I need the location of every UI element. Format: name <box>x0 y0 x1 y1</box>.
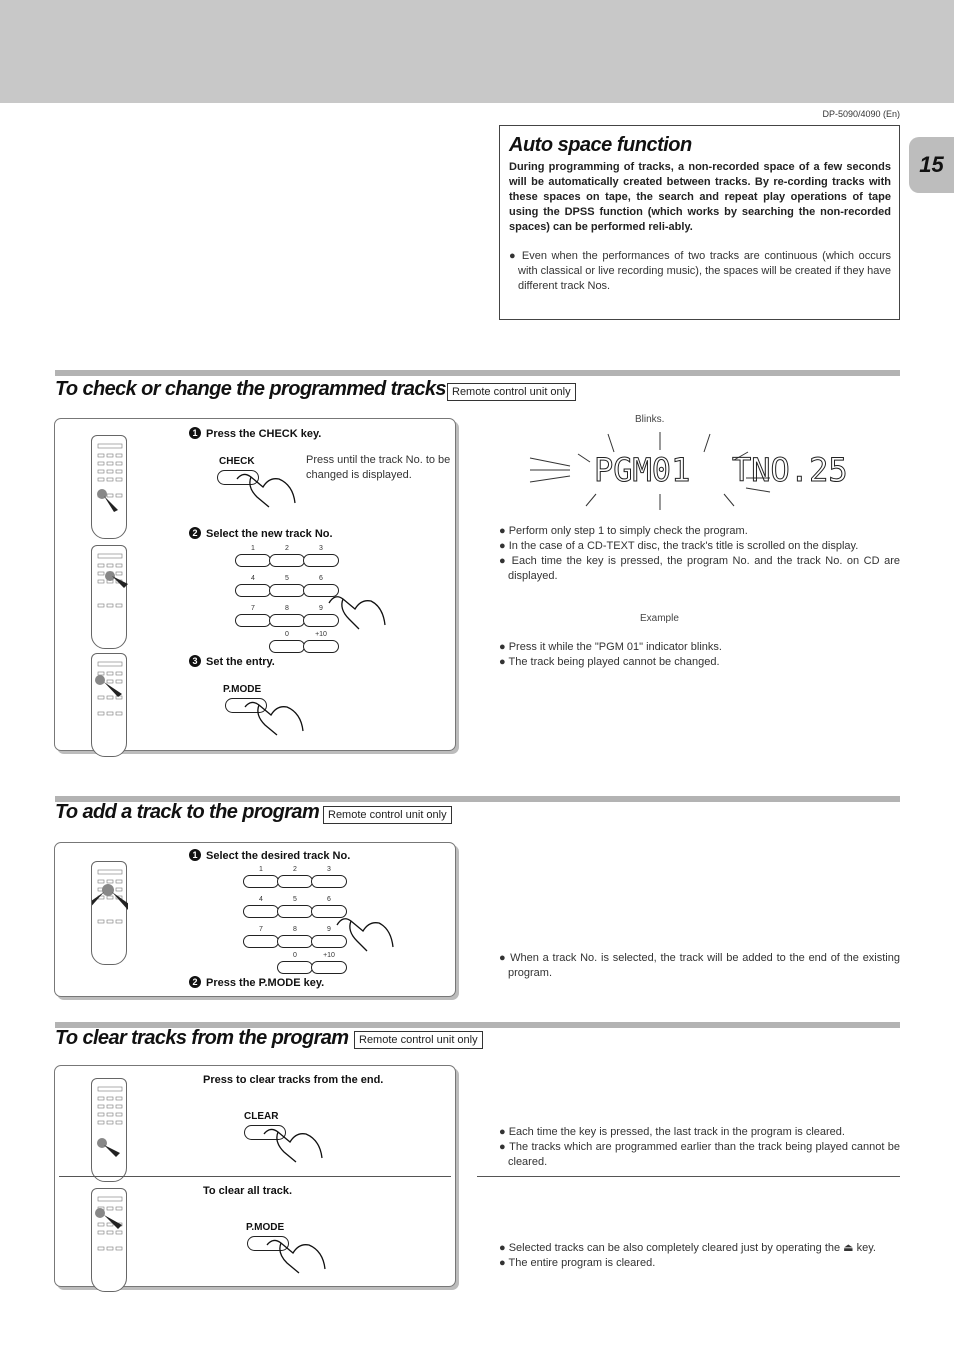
digit-label: 9 <box>319 605 323 612</box>
digit-label: 4 <box>259 896 263 903</box>
digit-label: +10 <box>315 631 327 638</box>
remote-buttons-icon <box>92 1079 128 1183</box>
finger-press-icon <box>241 685 307 737</box>
digit-label: 2 <box>293 866 297 873</box>
key-3-button[interactable] <box>311 875 347 888</box>
list-item: ● Perform only step 1 to simply check the program. <box>499 525 748 537</box>
key-8-button[interactable] <box>269 614 305 627</box>
key-5-button[interactable] <box>277 905 313 918</box>
display-pgm-text: PGM01 <box>594 451 691 489</box>
key-4-button[interactable] <box>243 905 279 918</box>
key-1-button[interactable] <box>243 875 279 888</box>
finger-press-icon <box>233 457 299 509</box>
pmode-key-label: P.MODE <box>246 1222 285 1233</box>
remote-buttons-icon <box>92 436 128 540</box>
key-3-button[interactable] <box>303 554 339 567</box>
key-0-button[interactable] <box>277 961 313 974</box>
list-item: ● The tracks which are programmed earlier than the track being played cannot be cleared. <box>499 1141 900 1168</box>
digit-label: 9 <box>327 926 331 933</box>
check-section-tag: Remote control unit only <box>447 383 576 401</box>
list-item: ● When a track No. is selected, the track will be added to the end of the existing program. <box>499 952 900 979</box>
clear-key-label: CLEAR <box>244 1111 279 1122</box>
list-item-text: In the case of a CD-TEXT disc, the track's title is scrolled on the display. <box>508 540 859 552</box>
check-bullets-1 <box>499 524 900 584</box>
auto-space-note: ● Even when the performances of two tracks are continuous (which occurs with classical or live recording music), the spaces will be created if they have different track Nos. <box>509 250 891 292</box>
clear-divider <box>59 1176 451 1177</box>
digit-label: 6 <box>327 896 331 903</box>
finger-press-icon <box>260 1112 326 1164</box>
list-item-text: When a track No. is selected, the track will be added to the end of the existing program. <box>508 952 900 979</box>
key-7-button[interactable] <box>235 614 271 627</box>
header-band <box>0 0 954 103</box>
list-item-text: Perform only step 1 to simply check the program. <box>508 525 748 537</box>
check-step-2-text: Select the new track No. <box>206 528 333 540</box>
model-label: DP-5090/4090 (En) <box>822 109 900 119</box>
check-section-rule <box>55 370 900 376</box>
remote-control-icon <box>91 861 127 965</box>
pmode-key-label: P.MODE <box>223 684 262 695</box>
clear-head-1: Press to clear tracks from the end. <box>203 1074 384 1086</box>
list-item-text: Each time the key is pressed, the program No. and the track No. on CD are displayed. <box>508 555 900 582</box>
list-item: ● The track being played cannot be changed. <box>499 656 720 668</box>
digit-label: 3 <box>319 545 323 552</box>
digit-label: 0 <box>293 952 297 959</box>
digit-label: 1 <box>251 545 255 552</box>
digit-label: 7 <box>259 926 263 933</box>
remote-control-icon <box>91 1188 127 1292</box>
key-8-button[interactable] <box>277 935 313 948</box>
add-step-2-text: Press the P.MODE key. <box>206 977 325 989</box>
add-steps-panel <box>54 842 456 997</box>
remote-control-icon <box>91 545 127 649</box>
finger-press-icon <box>263 1223 329 1275</box>
check-step-1-text: Press the CHECK key. <box>206 428 322 440</box>
step-number-badge: 1 <box>189 849 201 861</box>
list-item: ● Each time the key is pressed, the program No. and the track No. on CD are displayed. <box>499 555 900 582</box>
list-item-text: Each time the key is pressed, the last track in the program is cleared. <box>508 1126 845 1138</box>
check-step-1 <box>189 427 321 440</box>
auto-space-title: Auto space function <box>509 134 692 156</box>
display-blinks-label: Blinks. <box>635 414 665 425</box>
list-item: ● Press it while the "PGM 01" indicator blinks. <box>499 641 722 653</box>
step-number-badge: 2 <box>189 527 201 539</box>
digit-label: 1 <box>259 866 263 873</box>
step-number-badge: 1 <box>189 427 201 439</box>
add-bullets <box>499 951 900 981</box>
list-item: ● Selected tracks can be also completely cleared just by operating the ⏏ key. <box>499 1242 876 1254</box>
key-plus10-button[interactable] <box>311 961 347 974</box>
page-number-tab: 15 <box>909 137 954 193</box>
list-item-text: The tracks which are programmed earlier than the track being played cannot be cleared. <box>508 1141 900 1168</box>
remote-control-icon <box>91 653 127 757</box>
key-plus10-button[interactable] <box>303 640 339 653</box>
check-step-1-note: Press until the track No. to be changed is displayed. <box>306 454 451 481</box>
auto-space-box <box>499 125 900 320</box>
clear-section-tag: Remote control unit only <box>354 1031 483 1049</box>
finger-press-icon <box>327 579 387 631</box>
list-item-text: The track being played cannot be changed. <box>508 656 720 668</box>
list-item-text: Press it while the "PGM 01" indicator blinks. <box>508 641 722 653</box>
digit-label: 8 <box>285 605 289 612</box>
finger-press-icon <box>335 901 395 953</box>
check-step-2 <box>189 527 333 540</box>
auto-space-note-text: Even when the performances of two tracks are continuous (which occurs with classical or live recording music), the spaces will be created if they have different track Nos. <box>518 250 891 292</box>
clear-right-divider <box>477 1176 900 1177</box>
check-steps-panel <box>54 418 456 751</box>
remote-buttons-icon <box>92 546 128 650</box>
clear-steps-panel <box>54 1065 456 1287</box>
clear-bullets-2 <box>499 1241 900 1271</box>
remote-control-icon <box>91 1078 127 1182</box>
check-key-label: CHECK <box>219 456 255 467</box>
remote-control-icon <box>91 435 127 539</box>
digit-label: 5 <box>293 896 297 903</box>
digit-label: 0 <box>285 631 289 638</box>
add-section-title: To add a track to the program <box>55 801 320 823</box>
key-2-button[interactable] <box>277 875 313 888</box>
key-1-button[interactable] <box>235 554 271 567</box>
add-section-tag: Remote control unit only <box>323 806 452 824</box>
add-step-1-text: Select the desired track No. <box>206 850 351 862</box>
digit-label: 6 <box>319 575 323 582</box>
check-step-3 <box>189 655 275 668</box>
step-number-badge: 3 <box>189 655 201 667</box>
digit-label: 4 <box>251 575 255 582</box>
key-7-button[interactable] <box>243 935 279 948</box>
key-0-button[interactable] <box>269 640 305 653</box>
digit-label: +10 <box>323 952 335 959</box>
add-step-1 <box>189 849 350 862</box>
digit-label: 5 <box>285 575 289 582</box>
key-4-button[interactable] <box>235 584 271 597</box>
check-bullets-2 <box>499 640 900 670</box>
digit-label: 8 <box>293 926 297 933</box>
key-5-button[interactable] <box>269 584 305 597</box>
auto-space-body: During programming of tracks, a non-recorded space of a few seconds will be automatically created between tracks. By re-cording tracks with these spaces on tape, the search and repeat play operations of tape using the DPSS function (which works by searching the non-recorded spaces) can be performed reli-ably. <box>509 161 891 233</box>
key-2-button[interactable] <box>269 554 305 567</box>
step-number-badge: 2 <box>189 976 201 988</box>
clear-head-2: To clear all track. <box>203 1185 293 1197</box>
digit-label: 2 <box>285 545 289 552</box>
list-item: ● Each time the key is pressed, the last track in the program is cleared. <box>499 1126 845 1138</box>
clear-section-title: To clear tracks from the program <box>55 1027 349 1049</box>
example-label: Example <box>640 613 679 624</box>
check-section-title: To check or change the programmed tracks <box>55 378 446 400</box>
digit-label: 3 <box>327 866 331 873</box>
remote-buttons-icon <box>92 862 128 966</box>
list-item: ● In the case of a CD-TEXT disc, the track's title is scrolled on the display. <box>499 540 859 552</box>
check-step-3-text: Set the entry. <box>206 656 275 668</box>
list-item-text: Selected tracks can be also completely cleared just by operating the ⏏ key. <box>508 1242 876 1254</box>
lcd-display-icon <box>520 426 900 516</box>
list-item-text: The entire program is cleared. <box>508 1257 656 1269</box>
clear-bullets-1 <box>499 1125 900 1170</box>
remote-buttons-icon <box>92 1189 128 1293</box>
digit-label: 7 <box>251 605 255 612</box>
display-tno-text: TNO.25 <box>732 451 848 489</box>
add-step-2 <box>189 976 324 989</box>
remote-buttons-icon <box>92 654 128 758</box>
list-item: ● The entire program is cleared. <box>499 1257 656 1269</box>
